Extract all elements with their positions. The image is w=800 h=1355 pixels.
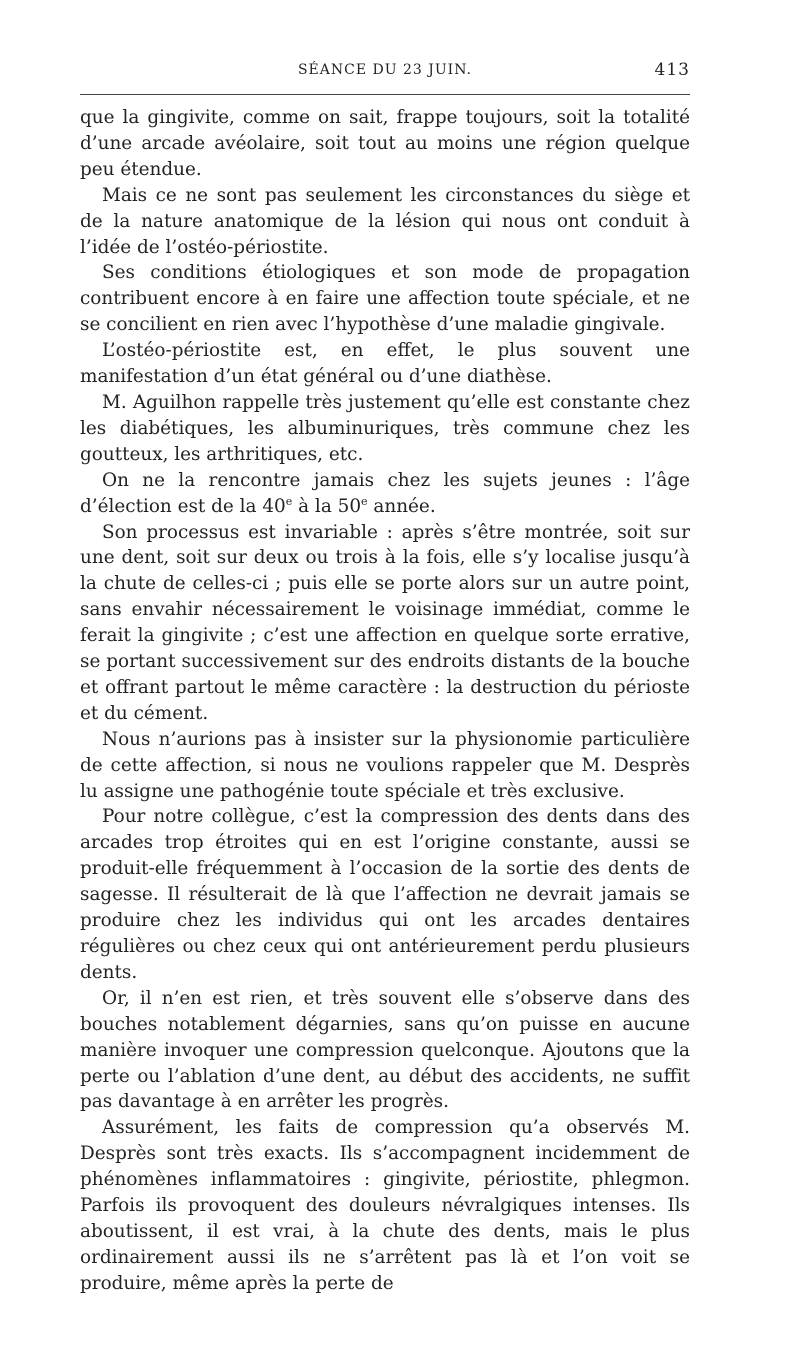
running-head — [80, 60, 690, 86]
paragraph-text: On ne la rencontre jamais chez les sujets jeunes : l’âge d’élection est de la 40 — [80, 469, 690, 517]
paragraph: M. Aguilhon rappelle très justement qu’elle est constante chez les diabétiques, les albuminuriques, très commune chez les goutteux, les arthritiques, etc. — [80, 391, 690, 465]
paragraph-onset-age — [80, 468, 690, 520]
body-text — [80, 105, 690, 1297]
paragraph: Pour notre collègue, c’est la compression des dents dans des arcades trop étroites qui en est l’origine constante, aussi se produit-elle fréquemment à l’occasion de la sortie des dents de sagesse. Il résulterait de là que l’affection ne devrait jamais se produire chez les individus qui ont les arcades dentaires régulières ou chez ceux qui ont antérieurement perdu plusieurs dents. — [80, 806, 690, 983]
paragraph: Mais ce ne sont pas seulement les circonstances du siège et de la nature anatomique de la lésion qui nous ont conduit à l’idée de l’ostéo-périostite. — [80, 184, 690, 258]
paragraph: Son processus est invariable : après s’être montrée, soit sur une dent, soit sur deux ou trois à la fois, elle s’y localise jusqu’à la chute de celles-ci ; puis elle se porte alors sur un autre point, sans envahir nécessairement le voisinage immédiat, comme le ferait la gingivite ; c’est une affection en quelque sorte errative, se portant successivement sur des endroits distants de la bouche et offrant partout le même caractère : la destruction du périoste et du cément. — [80, 521, 690, 724]
paragraph: que la gingivite, comme on sait, frappe toujours, soit la totalité d’une arcade avéolaire, soit tout au moins une région quelque peu étendue. — [80, 107, 690, 180]
ordinal-suffix: e — [361, 494, 368, 508]
paragraph: Ses conditions étiologiques et son mode de propagation contribuent encore à en faire une affection toute spéciale, et ne se concilient en rien avec l’hypothèse d’une maladie gingivale. — [80, 262, 690, 336]
paragraph-text: année. — [367, 495, 436, 517]
paragraph: Or, il n’en est rien, et très souvent elle s’observe dans des bouches notablement dégarnies, sans qu’on puisse en aucune manière invoquer une compression quelconque. Ajoutons que la perte ou l’ablation d’une dent, au début des accidents, ne suffit pas davantage à en arrêter les progrès. — [80, 987, 690, 1113]
book-page — [80, 60, 690, 1297]
paragraph-text: à la 50 — [292, 495, 362, 517]
paragraph: L’ostéo-périostite est, en effet, le plus souvent une manifestation d’un état général ou d’une diathèse. — [80, 340, 690, 388]
paragraph: Nous n’aurions pas à insister sur la physionomie particulière de cette affection, si nous ne voulions rappeler que M. Desprès lu assigne une pathogénie toute spéciale et très exclusive. — [80, 728, 690, 802]
ordinal-suffix: e — [285, 494, 293, 508]
header-rule — [80, 94, 690, 95]
running-title: SÉANCE DU 23 JUIN. — [297, 62, 473, 78]
paragraph: Assurément, les faits de compression qu’a observés M. Desprès sont très exacts. Ils s’accompagnent incidemment de phénomènes inflammatoires : gingivite, périostite, phlegmon. Parfois ils provoquent des douleurs névralgiques intenses. Ils aboutissent, il est vrai, à la chute des dents, mais le plus ordinairement aussi ils ne s’arrêtent pas là et l’on voit se produire, même après la perte de — [80, 1117, 690, 1294]
page-number: 413 — [654, 60, 690, 80]
